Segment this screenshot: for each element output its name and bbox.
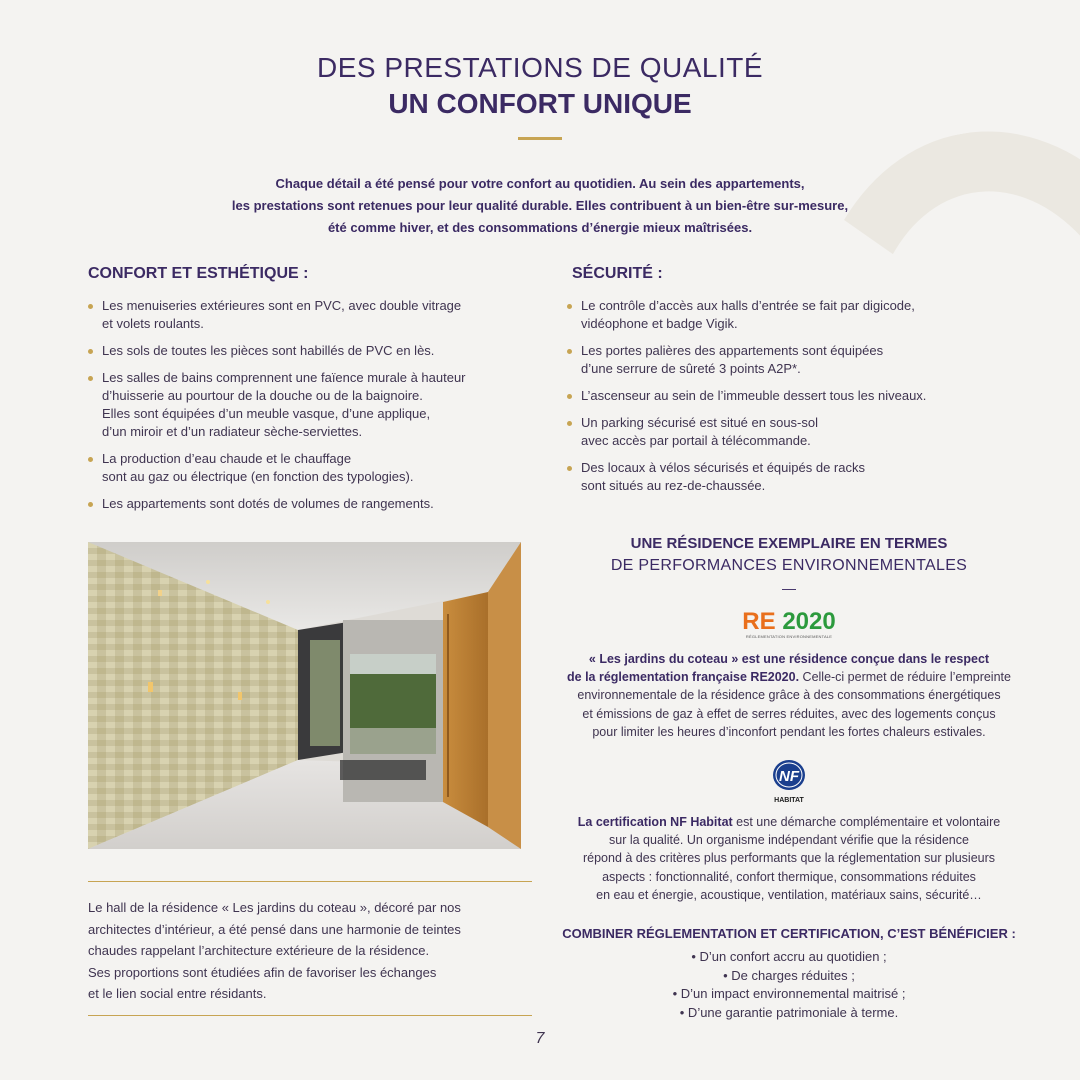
- re2020-logo-subtitle: RÉGLEMENTATION ENVIRONNEMENTALE: [745, 634, 833, 639]
- confort-list: [88, 297, 538, 522]
- intro-line: été comme hiver, et des consommations d’énergie mieux maîtrisées.: [327, 220, 753, 235]
- hall-caption: [88, 897, 528, 1005]
- caption-line: et le lien social entre résidants.: [88, 986, 267, 1001]
- re2020-logo: [548, 610, 1030, 639]
- nf-para-line: aspects : fonctionnalité, confort thermique, consommations réduites: [602, 869, 976, 884]
- re2020-para-bold: « Les jardins du coteau » est une résidence conçue dans le respect: [588, 652, 990, 666]
- nf-para-text: est une démarche complémentaire et volontaire: [732, 815, 1001, 829]
- caption-line: Ses proportions sont étudiées afin de favoriser les échanges: [88, 964, 437, 980]
- combine-item: • D’un impact environnemental maitrisé ;: [672, 986, 906, 1001]
- caption-line: chaudes rappelant l’architecture extérieure de la résidence.: [88, 943, 430, 958]
- nf-para-bold: La certification NF Habitat: [577, 815, 733, 829]
- securite-item: Le contrôle d’accès aux halls d’entrée se fait par digicode, vidéophone et badge Vigik.: [567, 297, 1017, 333]
- re2020-para-line: pour limiter les heures d’inconfort pendant les fortes chaleurs estivales.: [592, 724, 986, 739]
- confort-item: La production d’eau chaude et le chauffage sont au gaz ou électrique (en fonction des typologies).: [88, 450, 538, 486]
- confort-section-title: CONFORT ET ESTHÉTIQUE :: [88, 265, 309, 282]
- hall-illustration: [88, 542, 521, 849]
- combine-title: COMBINER RÉGLEMENTATION ET CERTIFICATION, C’EST BÉNÉFICIER :: [562, 926, 1016, 941]
- caption-line: architectes d’intérieur, a été pensé dans une harmonie de teintes: [88, 921, 461, 937]
- nf-label-text: HABITAT: [774, 797, 804, 804]
- securite-item: Un parking sécurisé est situé en sous-sol avec accès par portail à télécommande.: [567, 414, 1017, 450]
- intro-line: les prestations sont retenues pour leur qualité durable. Elles contribuent à un bien-être sur-mesure,: [231, 198, 849, 213]
- nf-para-line: en eau et énergie, acoustique, ventilation, matériaux sains, sécurité…: [596, 887, 982, 902]
- intro-line: Chaque détail a été pensé pour votre confort au quotidien. Au sein des appartements,: [275, 176, 805, 191]
- nf-paragraph: [548, 813, 1030, 904]
- confort-item: Les appartements sont dotés de volumes de rangements.: [88, 495, 538, 513]
- securite-item: Des locaux à vélos sécurisés et équipés de racks sont situés au rez-de-chaussée.: [567, 459, 1017, 495]
- combine-item: • D’une garantie patrimoniale à terme.: [679, 1004, 899, 1020]
- nf-mark-text: NF: [779, 768, 799, 785]
- nf-para-line: sur la qualité. Un organisme indépendant vérifie que la résidence: [609, 833, 969, 848]
- re2020-para-bold: de la réglementation française RE2020.: [567, 670, 800, 685]
- securite-section-title: SÉCURITÉ :: [572, 265, 663, 282]
- page-title-line2: UN CONFORT UNIQUE: [388, 88, 692, 119]
- confort-item: Les menuiseries extérieures sont en PVC, avec double vitrage et volets roulants.: [88, 297, 538, 333]
- re2020-para-text: Celle-ci permet de réduire l’empreinte: [799, 670, 1011, 685]
- confort-item: Les salles de bains comprennent une faïence murale à hauteur d’huisserie au pourtour de la douche ou de la baignoire. Elles sont équipées d’un meuble vasque, d’une applique, d’un miroir et d’un radiateur sèche-serviettes.: [88, 369, 538, 441]
- combine-item: • De charges réduites ;: [723, 967, 855, 983]
- hall-photo: [88, 542, 521, 849]
- title-divider: [518, 137, 562, 140]
- nf-habitat-logo: [764, 758, 814, 804]
- combine-item: • D’un confort accru au quotidien ;: [691, 949, 887, 964]
- nf-logo-mark: [764, 758, 814, 804]
- page-number: 7: [535, 1030, 545, 1047]
- caption-bottom-rule: [88, 1015, 532, 1016]
- environment-title-bold: UNE RÉSIDENCE EXEMPLAIRE EN TERMES: [630, 535, 948, 552]
- combine-list: [548, 948, 1030, 1022]
- confort-item: Les sols de toutes les pièces sont habillés de PVC en lès.: [88, 342, 538, 360]
- nf-para-line: répond à des critères plus performants que la réglementation sur plusieurs: [582, 851, 996, 866]
- caption-top-rule: [88, 881, 532, 882]
- re2020-logo-year: 2020: [782, 608, 836, 635]
- intro-paragraph: [140, 173, 940, 239]
- caption-line: Le hall de la résidence « Les jardins du coteau », décoré par nos: [88, 900, 461, 915]
- re2020-paragraph: [548, 650, 1030, 741]
- securite-item: Les portes palières des appartements sont équipées d’une serrure de sûreté 3 points A2P*.: [567, 342, 1017, 378]
- re2020-logo-re: RE: [742, 608, 776, 635]
- environment-title-regular: DE PERFORMANCES ENVIRONNEMENTALES: [610, 557, 968, 574]
- page-title-line1: DES PRESTATIONS DE QUALITÉ: [316, 52, 764, 83]
- securite-item: L’ascenseur au sein de l’immeuble dessert tous les niveaux.: [567, 387, 1017, 405]
- re2020-para-line: environnementale de la résidence grâce à des consommations énergétiques: [577, 688, 1001, 703]
- securite-list: [567, 297, 1017, 504]
- environment-dash: —: [782, 580, 796, 596]
- re2020-para-line: et émissions de gaz à effet de serres réduites, avec des logements conçus: [582, 706, 996, 721]
